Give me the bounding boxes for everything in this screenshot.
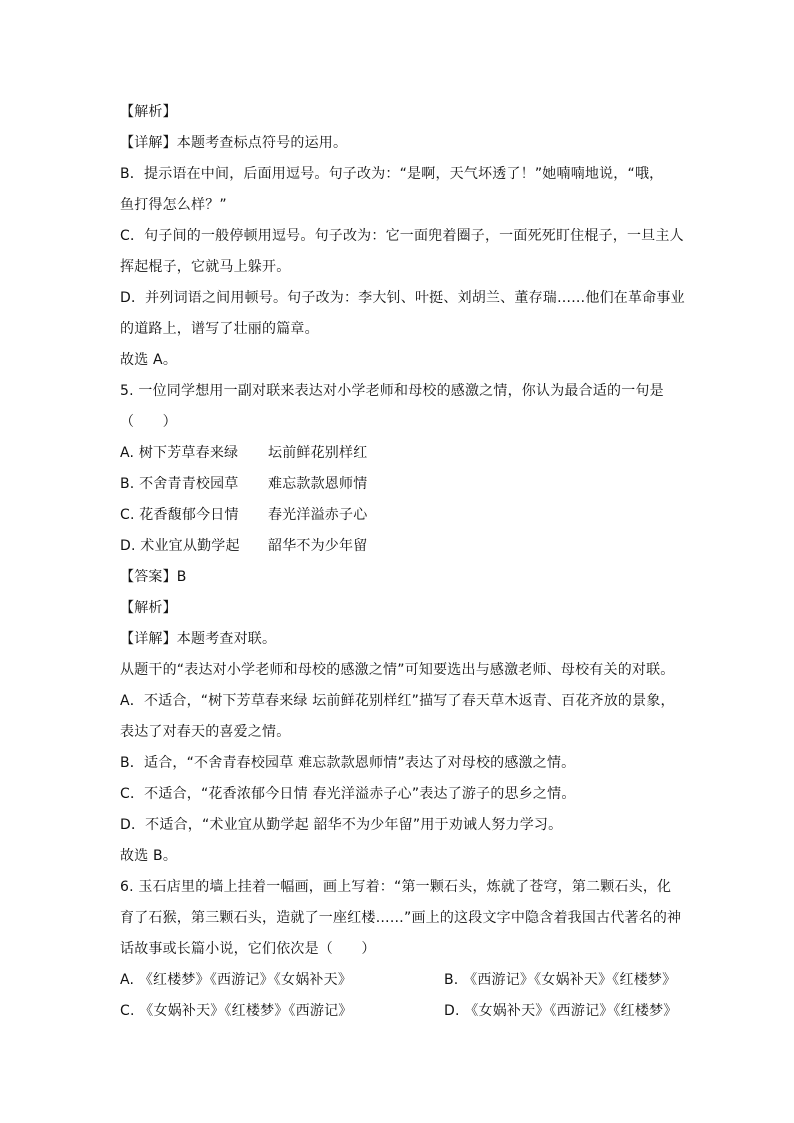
q6-stem-cont-2: 话故事或长篇小说，它们依次是（ ） <box>120 941 376 957</box>
couplet-second-line: 韶华不为少年留 <box>268 538 368 554</box>
q5-option-d-explain: D．不适合，“术业宜从勤学起 韶华不为少年留”用于劝诫人努力学习。 <box>120 817 563 833</box>
q4-analysis-heading: 【解析】 <box>120 104 177 120</box>
q4-detail: 【详解】本题考查标点符号的运用。 <box>120 135 348 151</box>
q5-option-c-explain: C．不适合，“花香浓郁今日情 春光洋溢赤子心”表达了游子的思乡之情。 <box>120 786 576 802</box>
q4-option-c-explain: C．句子间的一般停顿用逗号。句子改为：它一面兜着圈子，一面死死盯住棍子，一旦主人 <box>120 228 684 244</box>
q5-option-b-explain: B．适合，“不舍青春校园草 难忘款款恩师情”表达了对母校的感激之情。 <box>120 755 576 771</box>
q4-option-c-explain-cont: 挥起棍子，它就马上躲开。 <box>120 259 291 275</box>
q4-option-b-explain-cont: 鱼打得怎么样？” <box>120 197 227 213</box>
couplet-second-line: 难忘款款恩师情 <box>268 476 368 492</box>
q6-options-row-1 <box>120 965 680 996</box>
q6-option-d: D. 《女娲补天》《西游记》《红楼梦》 <box>444 1003 678 1019</box>
couplet-second-line: 春光洋溢赤子心 <box>268 507 368 523</box>
q5-detail: 【详解】本题考查对联。 <box>120 631 277 647</box>
q5-option-a-explain: A．不适合，“树下芳草春来绿 坛前鲜花别样红”描写了春天草木返青、百花齐放的景象， <box>120 693 675 709</box>
q5-conclusion: 故选 B。 <box>120 848 178 864</box>
q4-option-d-explain-cont: 的道路上，谱写了壮丽的篇章。 <box>120 321 319 337</box>
q5-answer: 【答案】B <box>120 569 187 585</box>
q6-stem: 6. 玉石店里的墙上挂着一幅画，画上写着：“第一颗石头，炼就了苍穹，第二颗石头，化 <box>120 879 672 895</box>
couplet-first-line: B. 不舍青青校园草 <box>120 476 239 492</box>
q6-options-row-2 <box>120 996 680 1027</box>
q5-stem: 5. 一位同学想用一副对联来表达对小学老师和母校的感激之情，你认为最合适的一句是 <box>120 383 664 399</box>
q6-option-a: A. 《红楼梦》《西游记》《女娲补天》 <box>120 972 353 988</box>
q5-option-a-explain-cont: 表达了对春天的喜爱之情。 <box>120 724 291 740</box>
q4-conclusion: 故选 A。 <box>120 352 178 368</box>
q5-option-b <box>120 469 680 500</box>
page-content <box>120 97 685 1027</box>
couplet-second-line: 坛前鲜花别样红 <box>268 445 368 461</box>
couplet-first-line: A. 树下芳草春来绿 <box>120 445 239 461</box>
q6-option-c: C. 《女娲补天》《红楼梦》《西游记》 <box>120 1003 353 1019</box>
q5-stem-cont: （ ） <box>120 414 177 430</box>
q6-option-b: B. 《西游记》《女娲补天》《红楼梦》 <box>444 972 677 988</box>
couplet-first-line: D. 术业宜从勤学起 <box>120 538 240 554</box>
q5-analysis-heading: 【解析】 <box>120 600 177 616</box>
couplet-first-line: C. 花香馥郁今日情 <box>120 507 239 523</box>
q4-option-b-explain: B．提示语在中间，后面用逗号。句子改为：“是啊，天气坏透了！”她喃喃地说，“哦， <box>120 166 664 182</box>
q5-option-c <box>120 500 680 531</box>
q5-option-a <box>120 438 680 469</box>
q6-stem-cont: 育了石猴，第三颗石头，造就了一座红楼……”画上的这段文字中隐含着我国古代著名的神 <box>120 910 682 926</box>
q4-option-d-explain: D．并列词语之间用顿号。句子改为：李大钊、叶挺、刘胡兰、董存瑞……他们在革命事业 <box>120 290 685 306</box>
q5-explain: 从题干的“表达对小学老师和母校的感激之情”可知要选出与感激老师、母校有关的对联。 <box>120 662 675 678</box>
q5-option-d <box>120 531 680 562</box>
